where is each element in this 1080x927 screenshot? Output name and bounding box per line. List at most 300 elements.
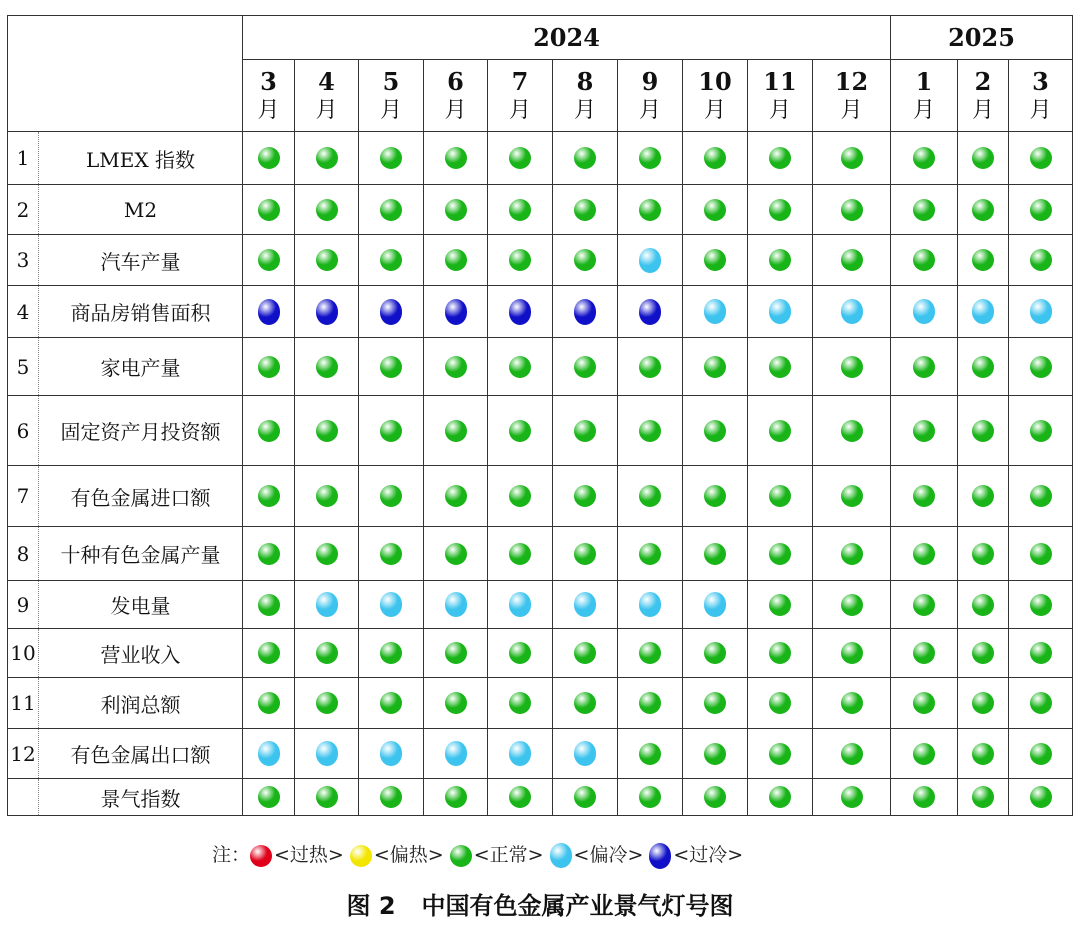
green-signal-light-icon [972,199,994,221]
signal-cell [243,678,295,729]
header-corner-cell [8,16,243,132]
light-blue-signal-light-icon [972,299,994,324]
signal-cell [618,678,683,729]
signal-cell [958,678,1009,729]
indicator-name: 固定资产月投资额 [39,396,243,466]
dark-blue-signal-light-icon [445,299,467,325]
green-signal-light-icon [769,356,791,378]
signal-cell [424,466,488,527]
indicator-number: 1 [8,132,39,185]
signal-cell [424,729,488,779]
signal-cell [488,678,553,729]
indicator-name: 汽车产量 [39,235,243,286]
signal-cell [295,729,359,779]
signal-cell [424,527,488,581]
month-header-cell [553,60,618,132]
light-blue-signal-light-icon [445,741,467,766]
legend-note-label: 注： [212,844,251,866]
green-signal-light-icon [841,249,863,271]
signal-cell [553,678,618,729]
indicator-number: 8 [8,527,39,581]
signal-cell [958,527,1009,581]
signal-cell [359,729,424,779]
signal-cell [295,779,359,816]
signal-cell [891,338,958,396]
green-signal-light-icon [704,147,726,169]
signal-cell [553,235,618,286]
green-signal-light-icon [574,249,596,271]
signal-cell [618,235,683,286]
green-signal-light-icon [380,485,402,507]
green-signal-light-icon [639,356,661,378]
green-signal-light-icon [1030,485,1052,507]
indicator-number: 7 [8,466,39,527]
green-signal-light-icon [316,199,338,221]
signal-cell [243,527,295,581]
signal-cell [1009,629,1073,678]
green-signal-light-icon [972,485,994,507]
green-signal-light-icon [509,147,531,169]
signal-cell [553,286,618,338]
signal-cell [359,286,424,338]
light-blue-signal-light-icon [1030,299,1052,324]
signal-cell [553,396,618,466]
signal-cell [243,396,295,466]
indicator-number: 4 [8,286,39,338]
green-signal-light-icon [769,743,791,765]
signal-cell [553,581,618,629]
green-signal-light-icon [1030,420,1052,442]
light-blue-signal-light-icon [574,741,596,766]
green-signal-light-icon [258,199,280,221]
signal-cell [891,729,958,779]
green-signal-light-icon [841,642,863,664]
light-blue-signal-light-icon [550,843,572,868]
month-unit: 月 [444,97,467,123]
month-unit: 月 [1029,97,1052,123]
signal-cell [618,132,683,185]
year-header-2025: 2025 [891,16,1073,60]
month-unit: 月 [573,97,596,123]
month-number: 8 [576,66,594,96]
signal-cell [748,466,813,527]
signal-cell [359,396,424,466]
green-signal-light-icon [841,692,863,714]
signal-cell [1009,581,1073,629]
light-blue-signal-light-icon [258,741,280,766]
signal-cell [243,338,295,396]
signal-cell [683,132,748,185]
signal-cell [295,678,359,729]
green-signal-light-icon [509,692,531,714]
green-signal-light-icon [1030,249,1052,271]
green-signal-light-icon [509,420,531,442]
signal-cell [424,132,488,185]
indicator-name: 景气指数 [39,779,243,816]
green-signal-light-icon [380,786,402,808]
legend-label-overheat: <过热> [274,844,344,866]
signal-cell [813,338,891,396]
signal-cell [553,629,618,678]
green-signal-light-icon [704,356,726,378]
indicator-number: 2 [8,185,39,235]
green-signal-light-icon [445,642,467,664]
signal-cell [618,185,683,235]
signal-cell [813,132,891,185]
month-unit: 月 [638,97,661,123]
green-signal-light-icon [972,543,994,565]
green-signal-light-icon [316,147,338,169]
signal-cell [958,729,1009,779]
month-number: 6 [447,66,464,96]
indicator-row [8,466,1073,527]
signal-cell [424,678,488,729]
green-signal-light-icon [445,420,467,442]
light-blue-signal-light-icon [769,299,791,324]
indicator-name: 家电产量 [39,338,243,396]
green-signal-light-icon [913,642,935,664]
header-year-row [8,16,1073,60]
indicator-number: 11 [8,678,39,729]
signal-cell [618,286,683,338]
green-signal-light-icon [704,642,726,664]
signal-cell [618,466,683,527]
green-signal-light-icon [639,543,661,565]
signal-cell [359,527,424,581]
signal-cell [295,396,359,466]
green-signal-light-icon [769,485,791,507]
signal-cell [424,235,488,286]
green-signal-light-icon [509,199,531,221]
light-blue-signal-light-icon [574,592,596,617]
signal-cell [1009,185,1073,235]
signal-cell [1009,527,1073,581]
signal-cell [683,527,748,581]
signal-cell [359,466,424,527]
signal-cell [683,396,748,466]
signal-cell [553,185,618,235]
signal-cell [891,396,958,466]
signal-cell [813,185,891,235]
green-signal-light-icon [1030,692,1052,714]
signal-cell [958,779,1009,816]
light-blue-signal-light-icon [316,741,338,766]
signal-cell [553,132,618,185]
signal-cell [295,527,359,581]
indicator-row [8,629,1073,678]
figure-number: 图 2 [346,892,396,920]
signal-cell [1009,396,1073,466]
dark-blue-signal-light-icon [649,843,671,869]
signal-cell [748,629,813,678]
light-blue-signal-light-icon [704,299,726,324]
green-signal-light-icon [258,786,280,808]
signal-cell [813,629,891,678]
signal-cell [748,581,813,629]
legend-item-cold [649,844,743,866]
year-header-2024: 2024 [243,16,891,60]
prosperity-signal-table [7,15,1073,816]
signal-cell [891,132,958,185]
indicator-row [8,132,1073,185]
green-signal-light-icon [574,356,596,378]
green-signal-light-icon [445,786,467,808]
legend-label-cold: <过冷> [673,844,744,866]
signal-cell [488,396,553,466]
green-signal-light-icon [639,199,661,221]
signal-cell [748,338,813,396]
signal-cell [683,466,748,527]
signal-cell [813,581,891,629]
legend-item-normal [450,844,544,866]
green-signal-light-icon [509,642,531,664]
signal-cell [748,678,813,729]
green-signal-light-icon [509,485,531,507]
indicator-number: 6 [8,396,39,466]
month-unit: 月 [315,97,338,123]
signal-cell [243,729,295,779]
signal-cell [618,527,683,581]
signal-cell [243,286,295,338]
signal-cell [424,779,488,816]
signal-cell [618,581,683,629]
signal-cell [748,527,813,581]
green-signal-light-icon [639,786,661,808]
indicator-name: 有色金属进口额 [39,466,243,527]
light-blue-signal-light-icon [913,299,935,324]
green-signal-light-icon [913,692,935,714]
green-signal-light-icon [1030,743,1052,765]
month-header-cell [295,60,359,132]
month-number: 3 [1032,66,1049,96]
month-unit: 月 [971,97,994,123]
green-signal-light-icon [380,420,402,442]
green-signal-light-icon [704,692,726,714]
green-signal-light-icon [639,147,661,169]
signal-cell [891,235,958,286]
green-signal-light-icon [913,743,935,765]
yellow-signal-light-icon [350,845,372,867]
signal-cell [295,132,359,185]
dark-blue-signal-light-icon [574,299,596,325]
signal-cell [488,185,553,235]
signal-cell [424,338,488,396]
signal-cell [958,235,1009,286]
indicator-row [8,286,1073,338]
green-signal-light-icon [972,356,994,378]
signal-cell [683,235,748,286]
light-blue-signal-light-icon [509,741,531,766]
signal-cell [488,729,553,779]
signal-cell [683,729,748,779]
green-signal-light-icon [1030,594,1052,616]
green-signal-light-icon [258,356,280,378]
green-signal-light-icon [258,642,280,664]
green-signal-light-icon [639,485,661,507]
signal-cell [553,466,618,527]
indicator-row [8,779,1073,816]
signal-cell [243,466,295,527]
indicator-name: 商品房销售面积 [39,286,243,338]
light-blue-signal-light-icon [316,592,338,617]
green-signal-light-icon [841,594,863,616]
month-number: 4 [318,66,335,96]
green-signal-light-icon [509,786,531,808]
signal-cell [359,235,424,286]
light-blue-signal-light-icon [509,592,531,617]
dark-blue-signal-light-icon [639,299,661,325]
signal-cell [958,338,1009,396]
green-signal-light-icon [258,420,280,442]
green-signal-light-icon [574,642,596,664]
green-signal-light-icon [639,743,661,765]
green-signal-light-icon [1030,147,1052,169]
signal-cell [618,729,683,779]
green-signal-light-icon [769,249,791,271]
signal-cell [958,185,1009,235]
green-signal-light-icon [258,147,280,169]
signal-cell [891,466,958,527]
indicator-row [8,185,1073,235]
month-unit: 月 [768,97,791,123]
green-signal-light-icon [972,786,994,808]
signal-cell [683,185,748,235]
green-signal-light-icon [841,356,863,378]
signal-cell [683,779,748,816]
signal-cell [958,581,1009,629]
signal-cell [488,629,553,678]
green-signal-light-icon [574,485,596,507]
month-header-cell [488,60,553,132]
signal-cell [618,629,683,678]
green-signal-light-icon [913,199,935,221]
green-signal-light-icon [258,594,280,616]
signal-cell [424,185,488,235]
signal-cell [891,581,958,629]
month-number: 9 [641,66,659,96]
indicator-name: M2 [39,185,243,235]
green-signal-light-icon [316,249,338,271]
signal-cell [958,286,1009,338]
green-signal-light-icon [913,543,935,565]
month-number: 2 [974,66,992,96]
green-signal-light-icon [380,199,402,221]
signal-cell [618,779,683,816]
green-signal-light-icon [913,786,935,808]
green-signal-light-icon [972,249,994,271]
signal-cell [1009,338,1073,396]
legend-label-normal: <正常> [473,844,544,866]
month-number: 11 [763,66,797,96]
indicator-name: LMEX 指数 [39,132,243,185]
green-signal-light-icon [769,199,791,221]
month-unit: 月 [257,97,280,123]
green-signal-light-icon [704,249,726,271]
signal-cell [553,729,618,779]
signal-cell [243,185,295,235]
green-signal-light-icon [316,485,338,507]
signal-cell [813,678,891,729]
green-signal-light-icon [445,692,467,714]
signal-cell [813,527,891,581]
signal-cell [683,581,748,629]
green-signal-light-icon [1030,543,1052,565]
signal-cell [891,629,958,678]
light-blue-signal-light-icon [380,741,402,766]
light-blue-signal-light-icon [704,592,726,617]
green-signal-light-icon [972,692,994,714]
month-header-cell [1009,60,1073,132]
figure-title: 中国有色金属产业景气灯号图 [421,892,734,920]
green-signal-light-icon [258,249,280,271]
signal-cell [618,396,683,466]
signal-cell [813,235,891,286]
indicator-row [8,396,1073,466]
light-blue-signal-light-icon [639,592,661,617]
signal-cell [891,678,958,729]
legend-label-warm: <偏热> [373,844,444,866]
green-signal-light-icon [380,249,402,271]
month-header-cell [813,60,891,132]
indicator-name: 营业收入 [39,629,243,678]
signal-cell [359,629,424,678]
green-signal-light-icon [1030,642,1052,664]
signal-cell [295,581,359,629]
green-signal-light-icon [972,420,994,442]
green-signal-light-icon [316,692,338,714]
green-signal-light-icon [509,249,531,271]
signal-cell [748,729,813,779]
green-signal-light-icon [704,786,726,808]
green-signal-light-icon [258,543,280,565]
indicator-name: 有色金属出口额 [39,729,243,779]
dark-blue-signal-light-icon [380,299,402,325]
dark-blue-signal-light-icon [316,299,338,325]
month-header-cell [424,60,488,132]
signal-cell [424,396,488,466]
indicator-row [8,235,1073,286]
month-header-cell [618,60,683,132]
green-signal-light-icon [639,642,661,664]
green-signal-light-icon [445,485,467,507]
dark-blue-signal-light-icon [509,299,531,325]
green-signal-light-icon [316,642,338,664]
green-signal-light-icon [769,594,791,616]
light-blue-signal-light-icon [841,299,863,324]
green-signal-light-icon [258,692,280,714]
signal-cell [1009,235,1073,286]
green-signal-light-icon [445,249,467,271]
green-signal-light-icon [913,594,935,616]
green-signal-light-icon [913,485,935,507]
signal-cell [243,132,295,185]
signal-cell [683,286,748,338]
green-signal-light-icon [913,249,935,271]
indicator-row [8,338,1073,396]
signal-cell [488,779,553,816]
signal-legend [212,840,749,869]
signal-cell [1009,678,1073,729]
month-number: 12 [834,66,869,96]
green-signal-light-icon [769,543,791,565]
month-unit: 月 [379,97,402,123]
signal-cell [748,235,813,286]
signal-cell [424,286,488,338]
green-signal-light-icon [639,420,661,442]
green-signal-light-icon [445,199,467,221]
green-signal-light-icon [574,147,596,169]
green-signal-light-icon [316,420,338,442]
